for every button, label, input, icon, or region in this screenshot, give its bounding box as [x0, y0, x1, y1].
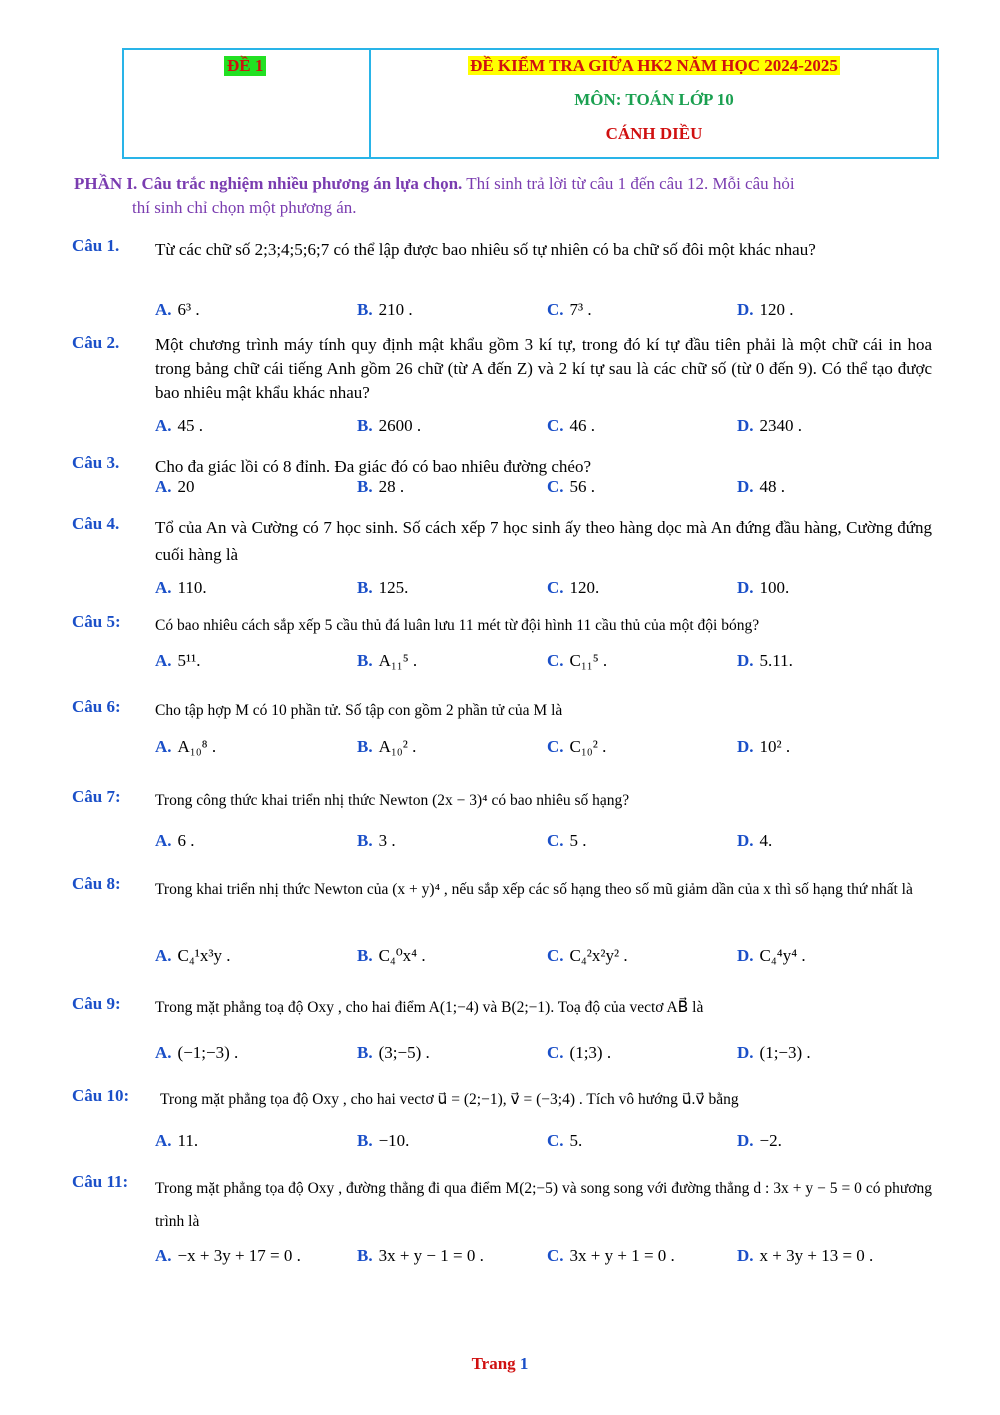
option-c[interactable]: [547, 300, 592, 320]
exam-title-text: ĐỀ KIỂM TRA GIỮA HK2 NĂM HỌC 2024-2025: [470, 56, 838, 75]
question-text: Cho tập hợp M có 10 phần tử. Số tập con gồm 2 phần tử của M là: [155, 702, 563, 719]
option-d[interactable]: [737, 651, 793, 671]
option-value: 3x + y + 1 = 0 .: [569, 1246, 675, 1265]
option-label: C.: [547, 300, 564, 319]
part-desc-2: thí sinh chỉ chọn một phương án.: [132, 198, 357, 217]
option-label: D.: [737, 477, 754, 496]
options-q4: [155, 578, 935, 604]
option-value: (−1;−3) .: [177, 1043, 239, 1062]
option-value: C₁₁⁵ .: [569, 651, 608, 670]
option-value: 110.: [177, 578, 207, 597]
option-label: C.: [547, 651, 564, 670]
options-q3: [155, 477, 935, 503]
question-number: Câu 9:: [72, 994, 121, 1013]
question-text: Trong mặt phẳng toạ độ Oxy , cho hai điểm A(1;−4) và B(2;−1). Toạ độ của vectơ AB⃗ là: [155, 999, 704, 1016]
option-value: (1;−3) .: [759, 1043, 811, 1062]
question-11: [72, 1172, 932, 1238]
option-value: 48 .: [759, 477, 786, 496]
option-b[interactable]: [357, 946, 426, 966]
question-text: Từ các chữ số 2;3;4;5;6;7 có thể lập được bao nhiêu số tự nhiên có ba chữ số đôi một khác nhau?: [155, 240, 816, 259]
option-value: A₁₀² .: [378, 737, 417, 756]
exam-subject: MÔN: TOÁN LỚP 10: [574, 90, 734, 109]
options-q7: [155, 831, 935, 857]
question-6: [72, 697, 932, 724]
option-label: D.: [737, 1043, 754, 1062]
question-9: [72, 994, 932, 1021]
option-a[interactable]: [155, 1043, 238, 1063]
question-10: [72, 1086, 932, 1113]
option-value: 100.: [759, 578, 790, 597]
options-q6: [155, 737, 935, 763]
option-b[interactable]: [357, 300, 413, 320]
option-c[interactable]: [547, 651, 607, 671]
option-label: C.: [547, 1131, 564, 1150]
option-label: C.: [547, 416, 564, 435]
option-d[interactable]: [737, 578, 789, 598]
page-footer: [0, 1354, 1000, 1374]
options-q9: [155, 1043, 935, 1069]
option-label: D.: [737, 946, 754, 965]
option-value: 120.: [569, 578, 600, 597]
part-heading: [74, 172, 934, 220]
question-text: Trong mặt phẳng tọa độ Oxy , cho hai vectơ u⃗ = (2;−1), v⃗ = (−3;4) . Tích vô hướng u⃗.v⃗ bằng: [160, 1091, 739, 1108]
question-text: Cho đa giác lồi có 8 đỉnh. Đa giác đó có bao nhiêu đường chéo?: [155, 457, 591, 476]
option-label: C.: [547, 831, 564, 850]
option-label: B.: [357, 831, 373, 850]
question-text: Trong mặt phẳng tọa độ Oxy , đường thẳng đi qua điểm M(2;−5) và song song với đường thẳng d : 3x + y − 5 = 0 có phương trình là: [155, 1180, 932, 1230]
option-value: C₄⁴y⁴ .: [759, 946, 806, 965]
option-label: B.: [357, 1131, 373, 1150]
option-value: 4.: [759, 831, 773, 850]
options-q10: [155, 1131, 935, 1157]
option-b[interactable]: [357, 578, 408, 598]
option-value: 46 .: [569, 416, 596, 435]
option-label: D.: [737, 737, 754, 756]
option-value: 10² .: [759, 737, 791, 756]
part-title: PHẦN I. Câu trắc nghiệm nhiều phương án lựa chọn.: [74, 174, 463, 193]
option-label: D.: [737, 1246, 754, 1265]
option-b[interactable]: [357, 651, 417, 671]
option-label: A.: [155, 1043, 172, 1062]
option-label: A.: [155, 1246, 172, 1265]
option-a[interactable]: [155, 477, 195, 497]
question-number: Câu 5:: [72, 612, 121, 631]
option-label: C.: [547, 1246, 564, 1265]
option-label: D.: [737, 300, 754, 319]
option-label: A.: [155, 477, 172, 496]
option-label: D.: [737, 1131, 754, 1150]
option-value: 7³ .: [569, 300, 592, 319]
option-value: A₁₀⁸ .: [177, 737, 217, 756]
option-d[interactable]: [737, 300, 794, 320]
question-text: Trong công thức khai triển nhị thức Newton (2x − 3)⁴ có bao nhiêu số hạng?: [155, 792, 630, 809]
option-c[interactable]: [547, 831, 587, 851]
option-label: D.: [737, 578, 754, 597]
option-value: 125.: [378, 578, 409, 597]
option-value: 5.11.: [759, 651, 793, 670]
option-label: C.: [547, 1043, 564, 1062]
option-c[interactable]: [547, 1131, 582, 1151]
option-value: 6 .: [177, 831, 195, 850]
exam-title: [371, 56, 937, 76]
option-value: 3x + y − 1 = 0 .: [378, 1246, 484, 1265]
question-number: Câu 6:: [72, 697, 121, 716]
option-a[interactable]: [155, 831, 195, 851]
option-label: A.: [155, 737, 172, 756]
option-value: 20: [177, 477, 195, 496]
option-value: 6³ .: [177, 300, 200, 319]
option-a[interactable]: [155, 416, 203, 436]
option-value: C₄⁰x⁴ .: [378, 946, 426, 965]
option-value: 5 .: [569, 831, 587, 850]
option-a[interactable]: [155, 737, 216, 757]
option-b[interactable]: [357, 416, 421, 436]
option-label: A.: [155, 651, 172, 670]
page-number: 1: [519, 1354, 529, 1373]
question-text: Tổ của An và Cường có 7 học sinh. Số cách xếp 7 học sinh ấy theo hàng dọc mà An đứng đầu hàng, Cường đứng cuối hàng là: [155, 518, 932, 564]
option-value: C₁₀² .: [569, 737, 607, 756]
option-label: B.: [357, 300, 373, 319]
header-box: [122, 48, 939, 159]
options-q11: [155, 1246, 935, 1272]
footer-word: Trang: [471, 1354, 516, 1373]
option-label: C.: [547, 578, 564, 597]
option-label: D.: [737, 651, 754, 670]
option-label: B.: [357, 1246, 373, 1265]
option-value: 56 .: [569, 477, 596, 496]
question-number: Câu 10:: [72, 1086, 130, 1105]
question-2: [72, 333, 932, 405]
option-label: B.: [357, 737, 373, 756]
option-label: A.: [155, 1131, 172, 1150]
option-label: A.: [155, 416, 172, 435]
question-text: Có bao nhiêu cách sắp xếp 5 cầu thủ đá luân lưu 11 mét từ đội hình 11 cầu thủ của một đội bóng?: [155, 617, 760, 634]
question-number: Câu 8:: [72, 874, 121, 893]
option-value: 210 .: [378, 300, 413, 319]
option-c[interactable]: [547, 1246, 675, 1266]
option-c[interactable]: [547, 737, 606, 757]
exam-code: ĐỀ 1: [224, 56, 266, 76]
question-number: Câu 1.: [72, 236, 120, 255]
question-7: [72, 787, 932, 814]
option-a[interactable]: [155, 300, 200, 320]
question-number: Câu 3.: [72, 453, 120, 472]
option-value: 28 .: [378, 477, 405, 496]
option-label: A.: [155, 300, 172, 319]
option-label: A.: [155, 578, 172, 597]
option-label: D.: [737, 831, 754, 850]
option-b[interactable]: [357, 1043, 430, 1063]
option-value: A₁₁⁵ .: [378, 651, 418, 670]
option-value: (1;3) .: [569, 1043, 612, 1062]
option-d[interactable]: [737, 831, 772, 851]
question-number: Câu 2.: [72, 333, 120, 352]
option-label: B.: [357, 578, 373, 597]
option-value: (3;−5) .: [378, 1043, 430, 1062]
option-d[interactable]: [737, 946, 806, 966]
option-b[interactable]: [357, 1131, 409, 1151]
option-value: 5¹¹.: [177, 651, 201, 670]
option-a[interactable]: [155, 578, 207, 598]
question-text: Trong khai triển nhị thức Newton của (x + y)⁴ , nếu sắp xếp các số hạng theo số mũ giảm dần của x thì số hạng thứ nhất là: [155, 881, 913, 898]
question-1: [72, 236, 932, 263]
option-value: −x + 3y + 17 = 0 .: [177, 1246, 301, 1265]
option-label: C.: [547, 737, 564, 756]
option-value: 45 .: [177, 416, 204, 435]
option-label: B.: [357, 1043, 373, 1062]
option-a[interactable]: [155, 1131, 198, 1151]
option-label: B.: [357, 477, 373, 496]
option-a[interactable]: [155, 946, 231, 966]
question-number: Câu 11:: [72, 1172, 129, 1191]
option-b[interactable]: [357, 831, 396, 851]
option-value: 11.: [177, 1131, 199, 1150]
option-value: 3 .: [378, 831, 396, 850]
option-label: D.: [737, 416, 754, 435]
question-number: Câu 4.: [72, 514, 120, 533]
option-label: A.: [155, 831, 172, 850]
question-4: [72, 514, 932, 568]
option-b[interactable]: [357, 477, 404, 497]
options-q8: [155, 946, 935, 972]
option-value: 5.: [569, 1131, 583, 1150]
option-value: 2340 .: [759, 416, 803, 435]
options-q5: [155, 651, 935, 677]
question-number: Câu 7:: [72, 787, 121, 806]
option-a[interactable]: [155, 651, 200, 671]
option-label: B.: [357, 416, 373, 435]
options-q1: [155, 300, 935, 326]
option-d[interactable]: [737, 477, 785, 497]
option-d[interactable]: [737, 1246, 873, 1266]
option-value: x + 3y + 13 = 0 .: [759, 1246, 874, 1265]
options-q2: [155, 416, 935, 442]
option-b[interactable]: [357, 737, 416, 757]
option-value: 2600 .: [378, 416, 422, 435]
part-desc-1: Thí sinh trả lời từ câu 1 đến câu 12. Mỗi câu hỏi: [462, 174, 795, 193]
option-value: −10.: [378, 1131, 410, 1150]
option-value: C₄¹x³y .: [177, 946, 231, 965]
option-label: B.: [357, 946, 373, 965]
option-label: C.: [547, 946, 564, 965]
question-text: Một chương trình máy tính quy định mật khẩu gồm 3 kí tự, trong đó kí tự đầu tiên phải là một chữ cái in hoa trong bảng chữ cái tiếng Anh gồm 26 chữ (từ A đến Z) và 2 kí tự sau là các chữ số (từ 0 đến 9). Có thể tạo được bao nhiêu mật khẩu khác nhau?: [155, 335, 932, 402]
option-value: 120 .: [759, 300, 794, 319]
option-d[interactable]: [737, 737, 790, 757]
option-c[interactable]: [547, 416, 595, 436]
option-d[interactable]: [737, 1131, 782, 1151]
question-3: [72, 453, 932, 480]
option-c[interactable]: [547, 578, 599, 598]
option-c[interactable]: [547, 946, 628, 966]
option-c[interactable]: [547, 1043, 611, 1063]
question-8: [72, 874, 932, 906]
option-a[interactable]: [155, 1246, 301, 1266]
question-5: [72, 612, 932, 639]
option-value: −2.: [759, 1131, 782, 1150]
option-label: B.: [357, 651, 373, 670]
option-c[interactable]: [547, 477, 595, 497]
option-value: C₄²x²y² .: [569, 946, 628, 965]
option-b[interactable]: [357, 1246, 484, 1266]
option-d[interactable]: [737, 1043, 811, 1063]
option-d[interactable]: [737, 416, 802, 436]
option-label: A.: [155, 946, 172, 965]
option-label: C.: [547, 477, 564, 496]
exam-book: CÁNH DIỀU: [605, 124, 703, 143]
